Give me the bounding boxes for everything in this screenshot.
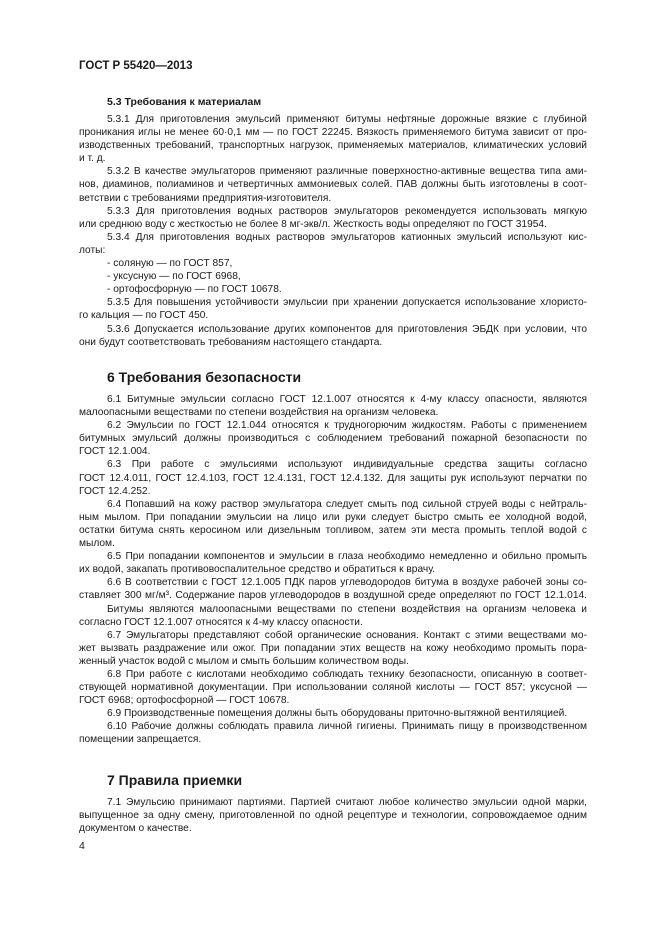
text-line: ГОСТ 12.1.004. [79,446,151,458]
text-line: документом о качестве. [79,823,192,835]
text-line: 7.1 Эмульсию принимают партиями. Партией считают любое количество эмульсии одной марки, [107,797,587,808]
text-line: 5.3.1 Для приготовления эмульсий применяют битумы нефтяные дорожные вязкие с глубиной [107,114,587,125]
document-header: ГОСТ Р 55420—2013 [79,60,193,72]
text-line: битумных эмульсий должны производиться с соблюдением требований пожарной безопасности по [79,433,587,445]
text-line: 6.5 При попадании компонентов и эмульсии в глаза необходимо немедленно и обильно промыть [107,551,587,563]
text-line: 5.3.3 Для приготовления водных растворов эмульгаторов рекомендуется использовать мягкую [107,205,587,217]
text-line: мылом. [79,538,115,550]
section-7-heading: 7 Правила приемки [107,772,243,788]
text-line: 6.4 Попавший на кожу раствор эмульгатора следует смыть под сильной струей воды с нейтраль- [107,498,587,510]
text-line: 5.3.4 Для приготовления водных растворов эмульгаторов катионных эмульсий используют кис- [107,231,587,243]
text-line: ГОСТ 12.4.011, ГОСТ 12.4.103, ГОСТ 12.4.131, ГОСТ 12.4.132. Для защиты рук используют перчатки по [79,472,587,484]
text-line: 6.2 Эмульсии по ГОСТ 12.1.044 относятся к трудногорючим жидкостям. Работы с применением [107,420,587,432]
text-line: ствующей нормативной документации. При использовании соляной кислоты — ГОСТ 857; уксусной — [79,682,587,694]
text-line: ГОСТ 12.4.252. [79,485,151,497]
section-6-heading: 6 Требования безопасности [107,369,302,385]
text-line: ветствии с требованиями предприятия-изготовителя. [79,192,332,204]
text-line: они будут соответствовать требованиям настоящего стандарта. [79,336,383,348]
text-line: го кальция — по ГОСТ 450. [79,310,209,322]
text-line: женный участок водой с мылом и смыть большим количеством воды. [79,655,409,667]
text-line: остатки битума снять керосином или дизельным топливом, затем эти места промыть теплой водой с [79,524,587,536]
text-line: помещении запрещается. [79,734,202,746]
page-number: 4 [79,840,85,852]
section-7-body [79,796,587,835]
text-line: 6.3 При работе с эмульсиями используют индивидуальные средства защиты согласно [107,459,587,471]
text-line: 6.1 Битумные эмульсии согласно ГОСТ 12.1.007 относятся к 4-му классу опасности, являются [107,394,587,405]
text-line: ГОСТ 6968; ортофосфорной — ГОСТ 10678. [79,695,290,707]
text-line: их водой, закапать противовоспалительное средство и обратиться к врачу. [79,564,436,576]
text-line: ным мылом. При попадании эмульсии на лицо или руки следует быстро смыть ее холодной водой, [79,511,587,523]
section-5-3-body [79,113,587,349]
text-line: 6.9 Производственные помещения должны быть оборудованы приточно-вытяжной вентиляцией. [107,708,568,720]
text-line: и т. д. [79,153,106,165]
text-line: 6.7 Эмульгаторы представляют собой органические основания. Контакт с этими веществами мо- [107,629,587,641]
text-line: 6.10 Рабочие должны соблюдать правила личной гигиены. Принимать пищу в производственном [107,721,587,733]
text-line: нов, диаминов, полиаминов и четвертичных аммониевых солей. ПАВ должны быть изготовлены в соот- [79,179,587,191]
list-item: - ортофосфорную — по ГОСТ 10678. [107,284,282,296]
text-line: малоопасными веществами по степени воздействия на организм человека. [79,407,439,419]
text-line: лоты: [79,244,106,256]
text-line: 5.3.5 Для повышения устойчивости эмульсии при хранении допускается использование хлористо- [107,297,587,309]
text-line: изводственных требований, транспортных нагрузок, применяемых материалов, климатических условий [79,140,587,152]
section-6-body [79,393,587,747]
section-5-3-heading: 5.3 Требования к материалам [107,96,262,108]
text-line: Битумы являются малоопасными веществами по степени воздействия на организм человека и [107,603,587,615]
text-line: выпущенное за одну смену, приготовленной по одной рецептуре и технологии, сопровождаемое одним [79,810,587,822]
text-line: 6.6 В соответствии с ГОСТ 12.1.005 ПДК паров углеводородов битума в воздухе рабочей зоны со- [107,577,587,589]
list-item: - уксусную — по ГОСТ 6968, [107,271,241,283]
text-line: согласно ГОСТ 12.1.007 относятся к 4-му классу опасности. [79,616,363,628]
list-item: - соляную — по ГОСТ 857, [107,258,233,270]
text-line: проникания иглы не менее 60·0,1 мм — по ГОСТ 22245. Вязкость применяемого битума зависит от про- [79,127,587,139]
text-line: 6.8 При работе с кислотами необходимо соблюдать технику безопасности, описанную в соответ- [107,668,587,680]
text-line: или среднюю воду с жесткостью не более 8 мг-экв/л. Жесткость воды определяют по ГОСТ 31954. [79,218,547,230]
text-line: ставляет 300 мг/м³. Содержание паров углеводородов в воздушной среде определяют по ГОСТ 12.1.014. [79,590,587,602]
text-line: жет вызвать раздражение или ожог. При попадании этих веществ на кожу необходимо промыть пора- [79,642,587,654]
text-line: 5.3.2 В качестве эмульгаторов применяют различные поверхностно-активные вещества типа ами- [107,166,587,178]
text-line: 5.3.6 Допускается использование других компонентов для приготовления ЭБДК при условии, что [107,323,587,335]
